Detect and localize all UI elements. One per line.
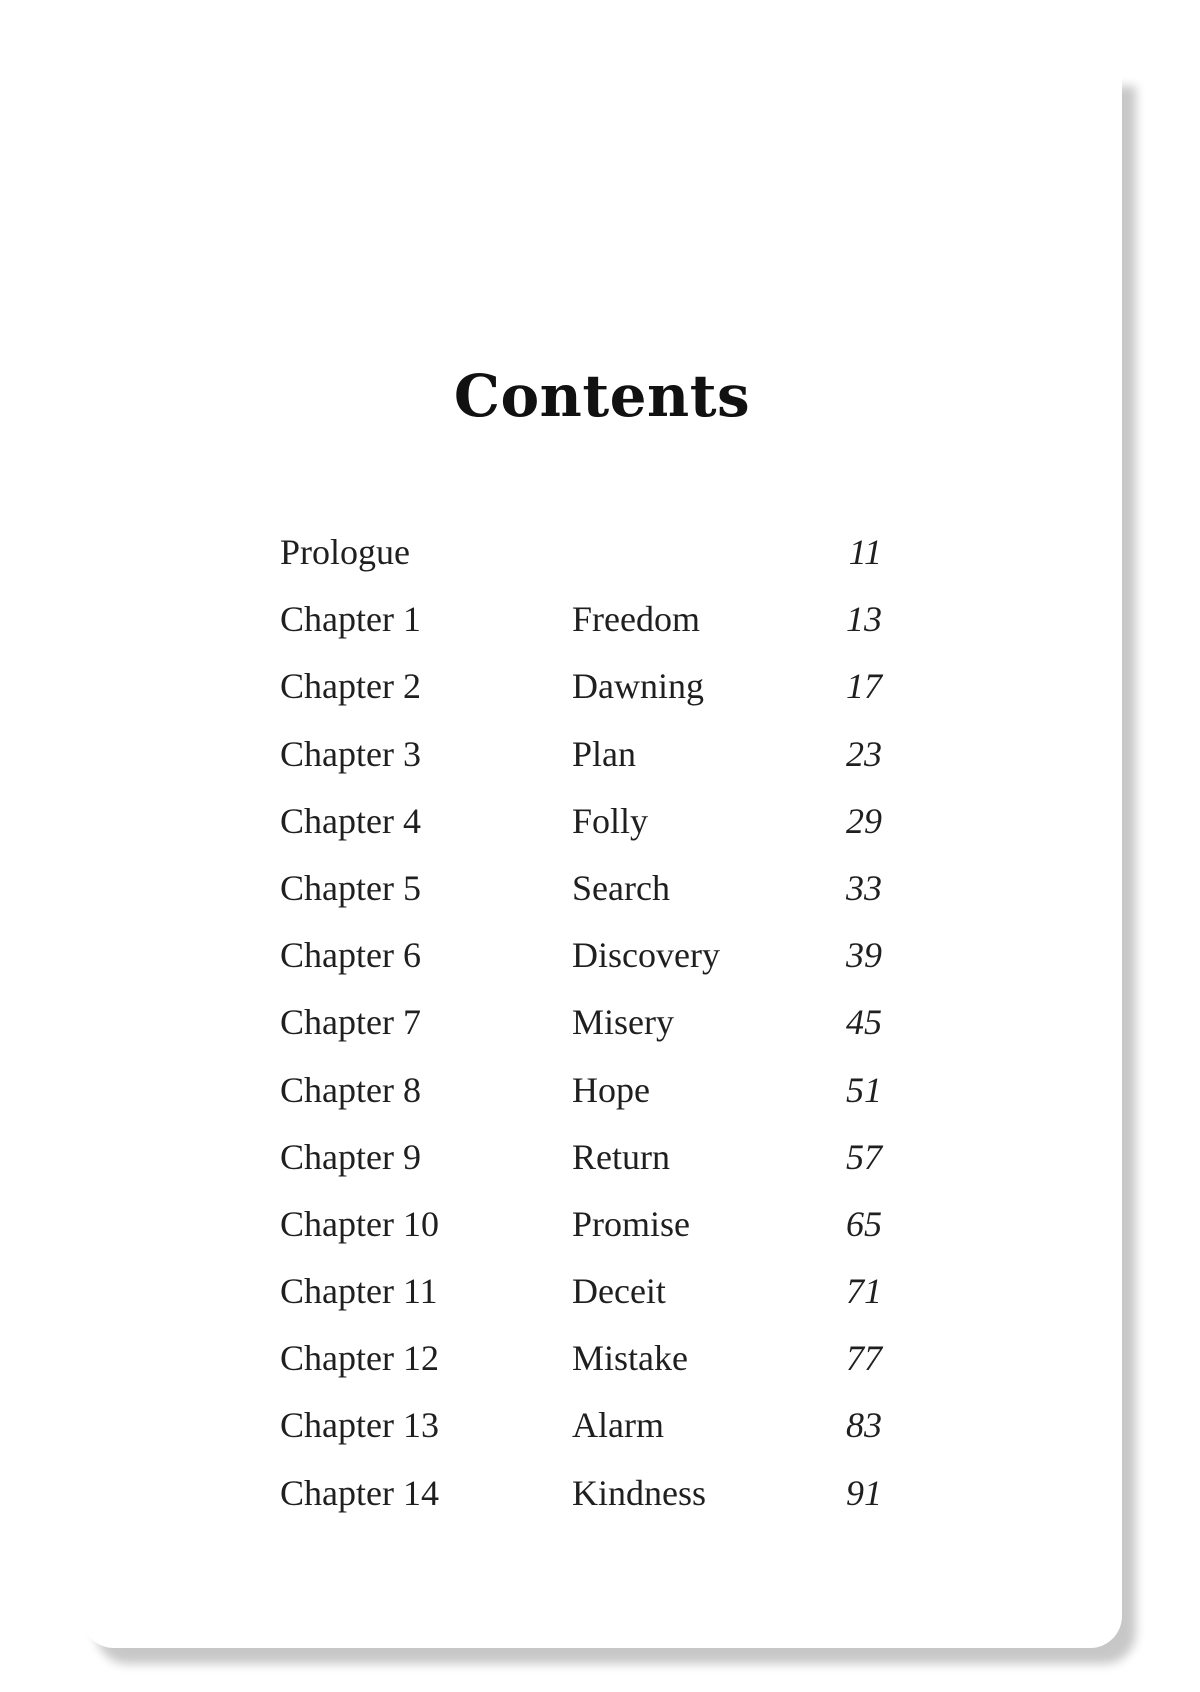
toc-entry-page-number: 23: [846, 733, 882, 774]
toc-entry-page-number: 65: [846, 1203, 882, 1244]
toc-entry-chapter-2: [280, 666, 900, 733]
book-page: [82, 70, 1122, 1648]
toc-entry-chapter-13: [280, 1405, 900, 1472]
toc-entry-chapter-8: [280, 1070, 900, 1137]
toc-entry-name: Discovery: [572, 935, 720, 976]
toc-entry-page-number: 83: [846, 1405, 882, 1446]
toc-entry-page-number: 17: [846, 666, 882, 707]
toc-entry-chapter-7: [280, 1002, 900, 1069]
toc-entry-name: Misery: [572, 1002, 674, 1043]
toc-entry-name: Search: [572, 867, 670, 908]
toc-entry-page-number: 57: [846, 1136, 882, 1177]
toc-entry-page-number: 11: [848, 532, 882, 572]
toc-entry-chapter-5: [280, 868, 900, 935]
toc-entry-page-number: 39: [846, 935, 882, 976]
toc-entry-name: Return: [572, 1136, 670, 1177]
toc-entry-label: Chapter 10: [280, 1203, 439, 1244]
toc-entry-chapter-12: [280, 1338, 900, 1405]
toc-entry-prologue: [280, 532, 900, 599]
toc-entry-name: Hope: [572, 1069, 650, 1110]
toc-entry-page-number: 29: [846, 800, 882, 841]
toc-entry-name: Freedom: [572, 599, 700, 640]
toc-entry-page-number: 91: [846, 1472, 882, 1513]
toc-entry-label: Chapter 14: [280, 1472, 439, 1513]
toc-entry-chapter-9: [280, 1137, 900, 1204]
toc-entry-label: Chapter 7: [280, 1002, 421, 1043]
toc-entry-chapter-14: [280, 1473, 900, 1540]
toc-entry-name: Alarm: [572, 1405, 664, 1446]
toc-entry-page-number: 13: [846, 599, 882, 640]
toc-entry-label: Chapter 8: [280, 1069, 421, 1110]
toc-entry-page-number: 45: [846, 1002, 882, 1043]
page-title: Contents: [453, 362, 751, 430]
toc-entry-label: Chapter 2: [280, 666, 421, 707]
toc-entry-name: Plan: [572, 733, 637, 774]
toc-entry-page-number: 77: [846, 1338, 882, 1379]
toc-entry-chapter-10: [280, 1204, 900, 1271]
toc-entry-chapter-11: [280, 1271, 900, 1338]
toc-entry-label: Chapter 3: [280, 733, 421, 774]
toc-entry-label: Chapter 9: [280, 1136, 421, 1177]
toc-entry-label: Chapter 1: [280, 599, 421, 640]
toc-entry-page-number: 33: [846, 867, 882, 908]
toc-entry-chapter-3: [280, 734, 900, 801]
toc-entry-name: Kindness: [572, 1472, 706, 1513]
toc-entry-page-number: 71: [846, 1271, 882, 1312]
toc-entry-label: Chapter 11: [280, 1271, 438, 1312]
toc-entry-label: Chapter 12: [280, 1338, 439, 1379]
toc-entry-label: Chapter 5: [280, 867, 421, 908]
toc-entry-label: Chapter 13: [280, 1405, 439, 1446]
toc-entry-label: Prologue: [280, 532, 410, 572]
toc-entry-label: Chapter 6: [280, 935, 421, 976]
toc-entry-chapter-4: [280, 801, 900, 868]
toc-entry-name: Dawning: [572, 666, 704, 707]
toc-entry-chapter-1: [280, 599, 900, 666]
table-of-contents: [280, 532, 900, 1540]
toc-entry-label: Chapter 4: [280, 800, 421, 841]
toc-entry-name: Mistake: [572, 1338, 688, 1379]
toc-entry-chapter-6: [280, 935, 900, 1002]
toc-entry-name: Folly: [572, 800, 649, 841]
toc-entry-name: Promise: [572, 1203, 691, 1244]
toc-entry-page-number: 51: [846, 1069, 882, 1110]
toc-entry-name: Deceit: [572, 1271, 666, 1312]
